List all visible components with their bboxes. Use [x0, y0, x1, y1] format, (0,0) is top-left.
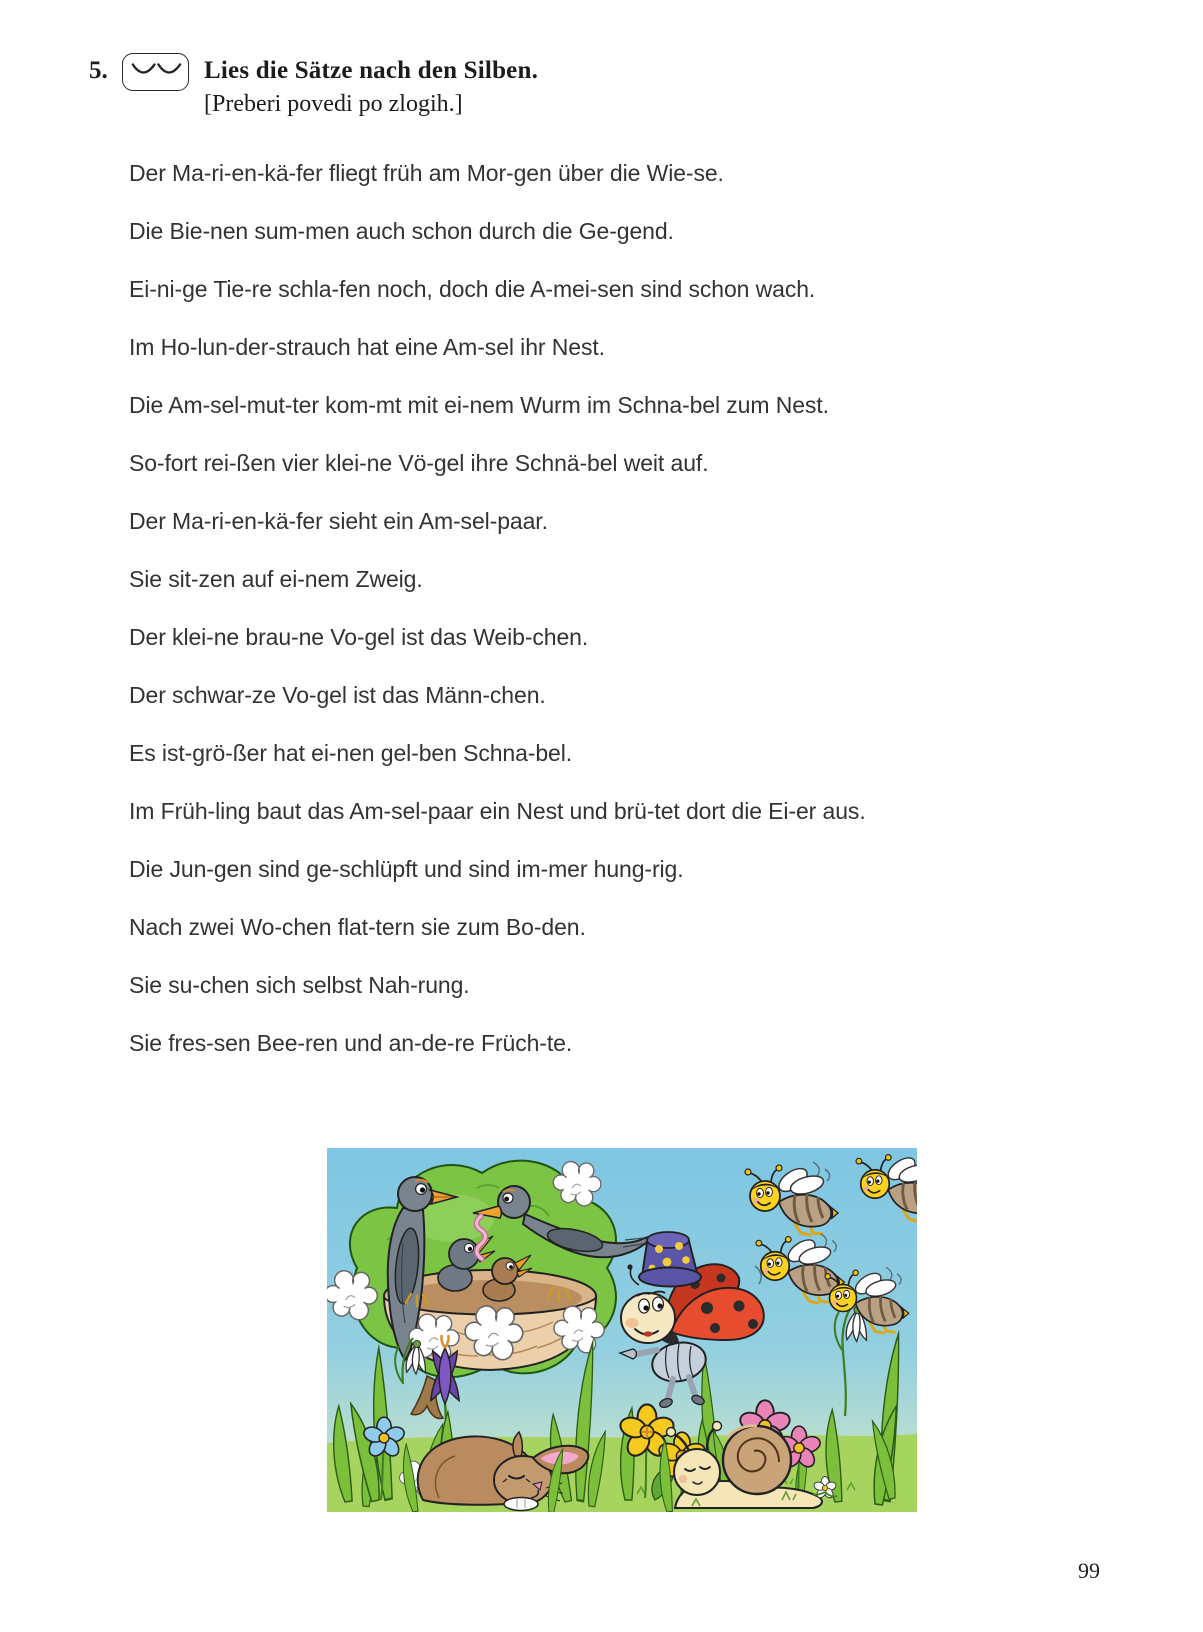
- sentence: Nach zwei Wo-chen flat-tern sie zum Bo-den.: [129, 914, 586, 940]
- sentence: Die Bie-nen sum-men auch schon durch die Ge-gend.: [129, 218, 674, 244]
- exercise-number: 5.: [89, 57, 108, 84]
- sentence: Sie fres-sen Bee-ren und an-de-re Früch-te.: [129, 1030, 573, 1056]
- sentence: Sie sit-zen auf ei-nem Zweig.: [129, 566, 423, 592]
- sentence: Die Am-sel-mut-ter kom-mt mit ei-nem Wurm im Schna-bel zum Nest.: [129, 392, 829, 418]
- sentence-list: [129, 161, 1149, 1089]
- sentence: Die Jun-gen sind ge-schlüpft und sind im-mer hung-rig.: [129, 856, 684, 882]
- sentence: Im Früh-ling baut das Am-sel-paar ein Nest und brü-tet dort die Ei-er aus.: [129, 798, 866, 824]
- sentence: Sie su-chen sich selbst Nah-rung.: [129, 972, 470, 998]
- sentence: Der Ma-ri-en-kä-fer sieht ein Am-sel-paar.: [129, 508, 548, 534]
- meadow-illustration: [327, 1148, 917, 1512]
- meadow-scene: [327, 1148, 917, 1512]
- sentence: Der klei-ne brau-ne Vo-gel ist das Weib-chen.: [129, 624, 589, 650]
- page-number: 99: [1078, 1558, 1100, 1583]
- sentence: Der Ma-ri-en-kä-fer fliegt früh am Mor-gen über die Wie-se.: [129, 160, 724, 186]
- sentence: Der schwar-ze Vo-gel ist das Männ-chen.: [129, 682, 546, 708]
- sentence: Es ist-grö-ßer hat ei-nen gel-ben Schna-bel.: [129, 740, 573, 766]
- syllable-arcs-icon: [122, 53, 189, 91]
- sentence: Ei-ni-ge Tie-re schla-fen noch, doch die A-mei-sen sind schon wach.: [129, 276, 816, 302]
- sentence: Im Ho-lun-der-strauch hat eine Am-sel ihr Nest.: [129, 334, 605, 360]
- exercise-subtitle-translation: [Preberi povedi po zlogih.]: [204, 91, 463, 117]
- exercise-title: Lies die Sätze nach den Silben.: [204, 57, 539, 84]
- sentence: So-fort rei-ßen vier klei-ne Vö-gel ihre Schnä-bel weit auf.: [129, 450, 709, 476]
- syllable-arcs-glyph: [128, 59, 183, 85]
